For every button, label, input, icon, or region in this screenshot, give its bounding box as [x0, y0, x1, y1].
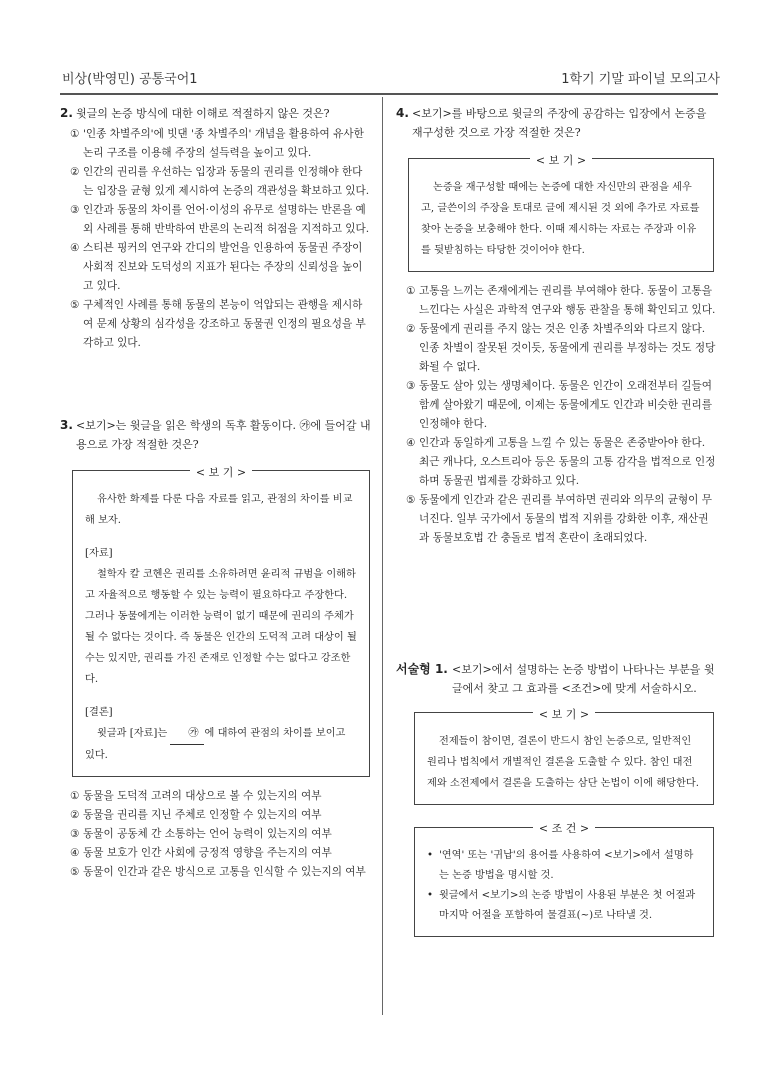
option-3[interactable]: ③ 인간과 동물의 차이를 언어·이성의 유무로 설명하는 반론을 예외 사례를 통해 반박하여 반론의 논리적 허점을 지적하고 있다.: [70, 204, 370, 235]
condition-item: • '연역' 또는 '귀납'의 용어를 사용하여 <보기>에서 설명하는 논증 방법을 명시할 것.: [427, 850, 694, 881]
option-2[interactable]: ② 인간의 권리를 우선하는 입장과 동물의 권리를 인정해야 한다는 입장을 균형 있게 제시하여 논증의 객관성을 확보하고 있다.: [70, 166, 370, 197]
option-1[interactable]: ① 고통을 느끼는 존재에게는 권리를 부여해야 한다. 동물이 고통을 느낀다는 사실은 과학적 연구와 행동 관찰을 통해 확인되고 있다.: [406, 285, 716, 316]
question-2: [60, 104, 372, 353]
data-label: [자료]: [85, 548, 113, 559]
question-number: 3.: [60, 418, 73, 432]
option-5[interactable]: ⑤ 동물에게 인간과 같은 권리를 부여하면 권리와 의무의 균형이 무너진다. 일부 국가에서 동물의 법적 지위를 강화한 이후, 재산권과 동물보호법 간 충돌로 법적 혼란이 초래되었다.: [406, 494, 713, 544]
question-stem: <보기>를 바탕으로 윗글의 주장에 공감하는 입장에서 논증을 재구성한 것으로 가장 적절한 것은?: [412, 107, 707, 139]
header-textbook: 비상(박영민) 공통국어1: [62, 72, 198, 87]
column-divider: [382, 97, 383, 1015]
bogi-text: 논증을 재구성할 때에는 논증에 대한 자신만의 관점을 세우고, 글쓴이의 주장을 토대로 글에 제시된 것 외에 추가로 자료를 찾아 논증을 보충해야 한다. 이때 제시하는 자료는 주장과 이유를 뒷받침하는 타당한 것이어야 한다.: [421, 182, 700, 256]
option-3[interactable]: ③ 동물도 살아 있는 생명체이다. 동물은 인간이 오래전부터 길들여 함께 살아왔기 때문에, 이제는 동물에게도 인간과 비슷한 권리를 인정해야 한다.: [406, 380, 713, 430]
bogi-box: [408, 154, 714, 272]
option-list: [70, 125, 372, 353]
option-list: [70, 787, 372, 882]
question-4: [396, 104, 718, 548]
conclusion-text: 윗글과 [자료]는 ㉮ 에 대하여 관점의 차이를 보이고 있다.: [85, 723, 357, 766]
question-number: 4.: [396, 106, 409, 120]
question-3: [60, 416, 372, 882]
option-4[interactable]: ④ 스티븐 핑커의 연구와 간디의 발언을 인용하여 동물권 주장이 사회적 진보와 도덕성의 지표가 된다는 주장의 신뢰성을 높이고 있다.: [70, 242, 363, 292]
header-rule: [60, 93, 718, 95]
bogi-caption: < 보 기 >: [530, 154, 592, 167]
answer-blank: ㉮: [170, 723, 204, 745]
option-5[interactable]: ⑤ 동물이 인간과 같은 방식으로 고통을 인식할 수 있는지의 여부: [70, 866, 366, 878]
option-list: [406, 282, 718, 548]
condition-item: • 윗글에서 <보기>의 논증 방법이 사용된 부분은 첫 어절과 마지막 어절을 포함하여 물결표(~)로 나타낼 것.: [427, 890, 696, 921]
header-exam-title: 1학기 기말 파이널 모의고사: [561, 72, 720, 87]
option-3[interactable]: ③ 동물이 공동체 간 소통하는 언어 능력이 있는지의 여부: [70, 828, 332, 840]
question-number: 2.: [60, 106, 73, 120]
bogi-caption: < 보 기 >: [190, 466, 252, 479]
option-2[interactable]: ② 동물을 권리를 지닌 주체로 인정할 수 있는지의 여부: [70, 809, 322, 821]
bogi-box: [414, 708, 714, 805]
option-4[interactable]: ④ 동물 보호가 인간 사회에 긍정적 영향을 주는지의 여부: [70, 847, 332, 859]
question-stem: <보기>는 윗글을 읽은 학생의 독후 활동이다. ㉮에 들어갈 내용으로 가장 적절한 것은?: [76, 419, 371, 451]
option-1[interactable]: ① 동물을 도덕적 고려의 대상으로 볼 수 있는지의 여부: [70, 790, 322, 802]
bogi-intro: 유사한 화제를 다룬 다음 자료를 읽고, 관점의 차이를 비교해 보자.: [85, 494, 353, 526]
essay-question-1: [396, 660, 718, 937]
option-1[interactable]: ① '인종 차별주의'에 빗댄 '종 차별주의' 개념을 활용하여 유사한 논리 구조를 이용해 주장의 설득력을 높이고 있다.: [70, 128, 364, 159]
page-header: [60, 62, 720, 88]
conclusion-label: [결론]: [85, 707, 113, 718]
bogi-box: [72, 466, 370, 777]
question-stem: 윗글의 논증 방식에 대한 이해로 적절하지 않은 것은?: [76, 107, 330, 120]
option-4[interactable]: ④ 인간과 동일하게 고통을 느낄 수 있는 동물은 존중받아야 한다. 최근 캐나다, 오스트리아 등은 동물의 고통 감각을 법적으로 인정하며 동물권 법제를 강화하고 있다.: [406, 437, 716, 487]
option-2[interactable]: ② 동물에게 권리를 주지 않는 것은 인종 차별주의와 다르지 않다. 인종 차별이 잘못된 것이듯, 동물에게 권리를 부정하는 것도 정당화될 수 없다.: [406, 323, 716, 373]
option-5[interactable]: ⑤ 구체적인 사례를 통해 동물의 본능이 억압되는 관행을 제시하여 문제 상황의 심각성을 강조하고 동물권 인정의 필요성을 부각하고 있다.: [70, 299, 366, 349]
question-number: 서술형 1.: [396, 662, 448, 676]
condition-box: [414, 822, 714, 937]
condition-caption: < 조 건 >: [533, 822, 595, 835]
bogi-text: 전제들이 참이면, 결론이 반드시 참인 논증으로, 일반적인 원리나 법칙에서 개별적인 결론을 도출할 수 있다. 참인 대전제와 소전제에서 결론을 도출하는 삼단 논법이 이에 해당한다.: [427, 736, 699, 789]
question-stem: <보기>에서 설명하는 논증 방법이 나타나는 부분을 윗글에서 찾고 그 효과를 <조건>에 맞게 서술하시오.: [452, 663, 715, 695]
data-text: 철학자 칼 코헨은 권리를 소유하려면 윤리적 규범을 이해하고 자율적으로 행동할 수 있는 능력이 필요하다고 주장한다. 그러나 동물에게는 이러한 능력이 없기 때문에 권리의 주체가 될 수 없다는 것이다. 즉 동물은 인간의 도덕적 고려 대상이 될 수는 있지만, 권리를 가진 존재로 인정할 수는 없다고 강조한다.: [85, 569, 357, 685]
bogi-caption: < 보 기 >: [533, 708, 595, 721]
